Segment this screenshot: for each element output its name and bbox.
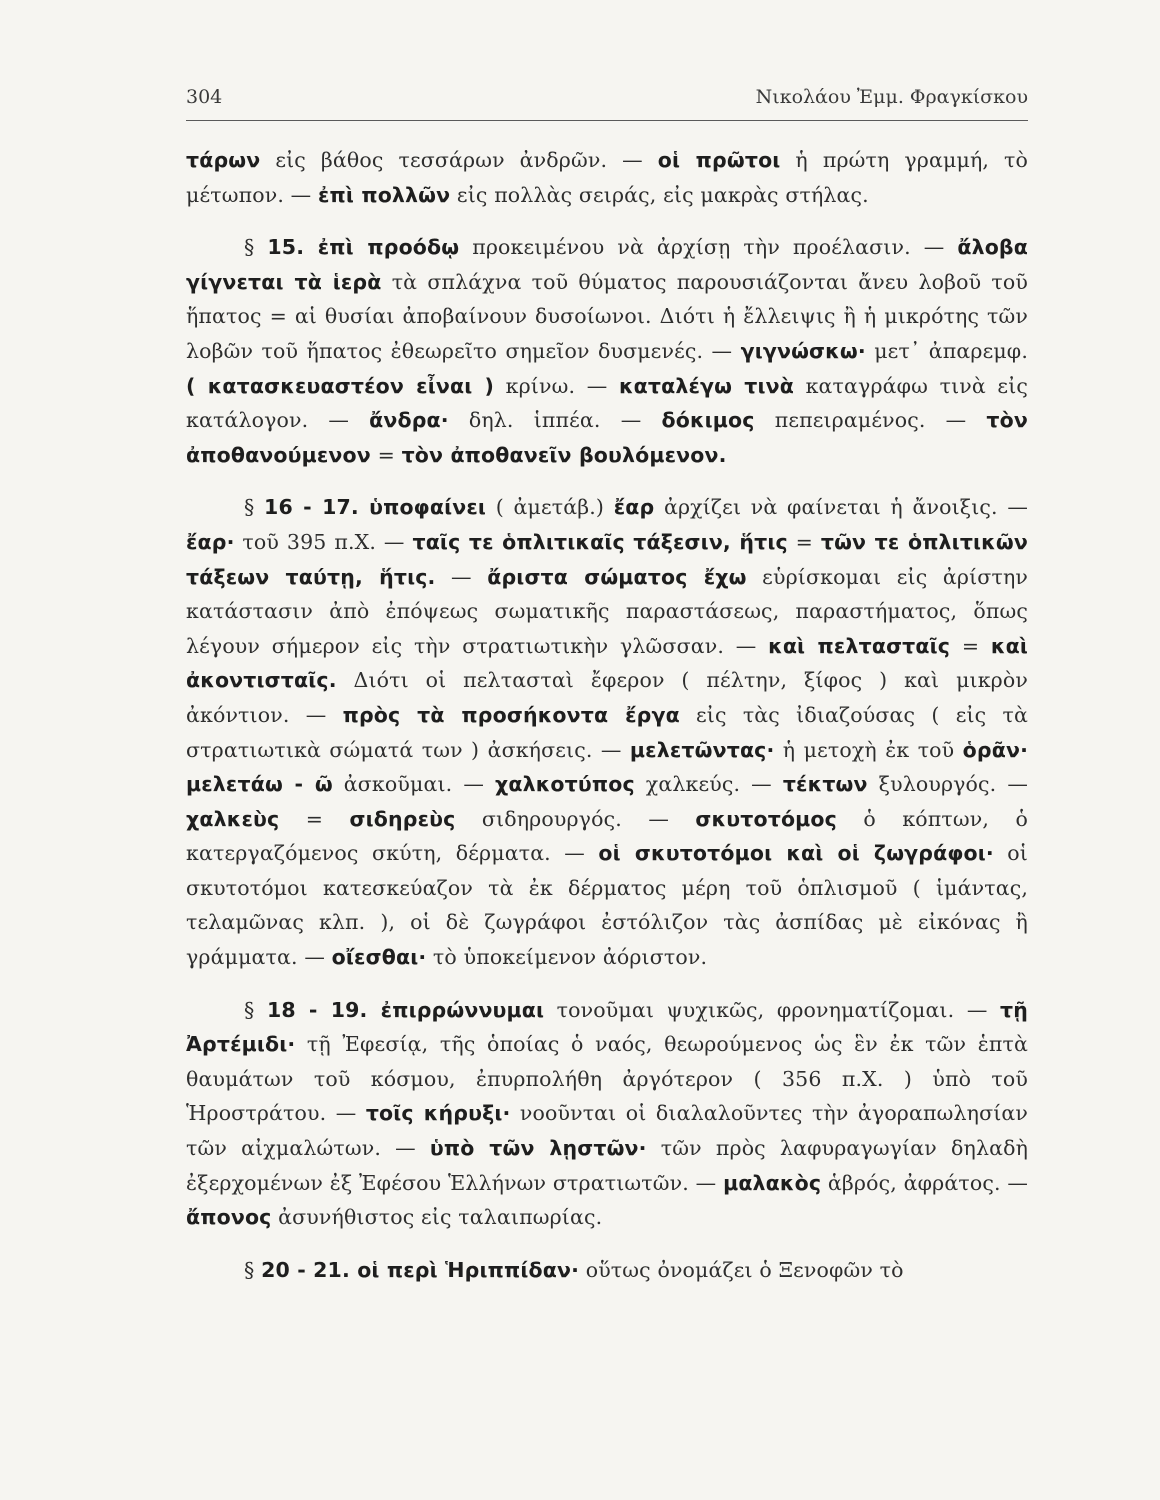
lemma-term: τῇ Ἀρτέμιδι· bbox=[186, 997, 1028, 1057]
running-title: Νικολάου Ἐμμ. Φραγκίσκου bbox=[755, 86, 1028, 108]
lemma-term: ἔαρ bbox=[613, 495, 655, 520]
gloss-text: § bbox=[244, 997, 267, 1022]
gloss-text: τὰ σπλάχνα τοῦ θύματος παρουσιάζονται ἄνευ λοβοῦ τοῦ ἥπατος = αἱ θυσίαι ἀποβαίνουν δυσοίωνοι. Διότι ἡ ἔλλειψις ἢ ἡ μικρότης τῶν λοβῶν τοῦ ἥπατος ἐθεωρεῖτο σημεῖον δυσμενές. — bbox=[186, 269, 1028, 363]
page-header bbox=[186, 86, 1028, 116]
body-text bbox=[186, 143, 1028, 1287]
header-rule bbox=[186, 120, 1028, 121]
gloss-text: ἁβρός, ἀφράτος. — bbox=[821, 1170, 1029, 1195]
lemma-term: δόκιμος bbox=[661, 408, 755, 433]
lemma-term: τοῖς κήρυξι· bbox=[365, 1101, 511, 1126]
gloss-text: Διότι οἱ πελτασταὶ ἔφερον ( πέλτην, ξίφος ) καὶ μικρὸν ἀκόντιον. — bbox=[186, 668, 1028, 727]
gloss-text: σιδηρουργός. — bbox=[455, 806, 696, 831]
lemma-term: ( κατασκευαστέον εἶναι ) bbox=[186, 373, 495, 398]
gloss-text: = bbox=[787, 529, 821, 554]
lemma-term: χαλκοτύπος bbox=[494, 772, 635, 797]
paragraph-4 bbox=[186, 993, 1028, 1235]
gloss-text: § bbox=[244, 1257, 262, 1282]
lemma-term: καὶ ἀκοντισταῖς. bbox=[186, 633, 1028, 693]
gloss-text: τὸ ὑποκείμενον ἀόριστον. bbox=[426, 945, 708, 970]
lemma-term: τάρων bbox=[186, 148, 261, 172]
gloss-text: πεπειραμένος. — bbox=[754, 408, 987, 433]
lemma-term: οἱ πρῶτοι bbox=[657, 148, 781, 172]
paragraph-2 bbox=[186, 230, 1028, 472]
gloss-text: καταγράφω τινὰ εἰς κατάλογον. — bbox=[186, 373, 1029, 433]
lemma-term: πρὸς τὰ προσήκοντα ἔργα bbox=[342, 702, 680, 727]
lemma-term: 15. ἐπὶ προόδῳ bbox=[267, 235, 460, 260]
gloss-text: ἀσυνήθιστος εἰς ταλαιπωρίας. bbox=[271, 1205, 603, 1230]
lemma-term: χαλκεὺς bbox=[186, 806, 280, 831]
lemma-term: τέκτων bbox=[782, 772, 868, 797]
lemma-term: οἴεσθαι· bbox=[331, 945, 427, 970]
paragraph-gap bbox=[186, 212, 1028, 230]
paragraph-1 bbox=[186, 143, 1028, 212]
gloss-text: ἡ πρώτη γραμμή, τὸ μέτωπον. — bbox=[186, 148, 1029, 207]
gloss-text: χαλκεύς. — bbox=[634, 772, 783, 797]
gloss-text: νοοῦνται οἱ διαλαλοῦντες τὴν ἀγοραπωλησίαν τῶν αἰχμαλώτων. — bbox=[186, 1101, 1029, 1161]
lemma-term: ἐπὶ πολλῶν bbox=[317, 182, 451, 207]
lemma-term: μαλακὸς bbox=[723, 1170, 822, 1195]
gloss-text: τῶν πρὸς λαφυραγωγίαν δηλαδὴ ἐξερχομένων ἐξ Ἐφέσου Ἑλλήνων στρατιωτῶν. — bbox=[186, 1136, 1029, 1195]
gloss-text: ἀρχίζει νὰ φαίνεται ἡ ἄνοιξις. — bbox=[654, 495, 1028, 520]
lemma-term: ἄριστα σώματος ἔχω bbox=[487, 564, 747, 589]
gloss-text: προκειμένου νὰ ἀρχίσῃ τὴν προέλασιν. — bbox=[459, 235, 958, 260]
lemma-term: 20 - 21. οἱ περὶ Ἡριππίδαν· bbox=[261, 1257, 580, 1282]
lemma-term: ἄπονος bbox=[186, 1205, 272, 1230]
gloss-text: § bbox=[244, 235, 268, 260]
gloss-text: οἱ σκυτοτόμοι κατεσκεύαζον τὰ ἐκ δέρματος μέρη τοῦ ὁπλισμοῦ ( ἱμάντας, τελαμῶνας κλπ. ), οἱ δὲ ζωγράφοι ἐστόλιζον τὰς ἀσπίδας μὲ εἰκόνας ἢ γράμματα. — bbox=[186, 841, 1028, 970]
gloss-text: ἡ μετοχὴ ἐκ τοῦ bbox=[774, 737, 963, 762]
gloss-text: τῇ Ἐφεσίᾳ, τῆς ὁποίας ὁ ναός, θεωρούμενος ὡς ἓν ἐκ τῶν ἑπτὰ θαυμάτων τοῦ κόσμου, ἐπυρπολήθη ἀργότερον ( 356 π.Χ. ) ὑπὸ τοῦ Ἡροστράτου. — bbox=[186, 1032, 1028, 1126]
lemma-term: καταλέγω τινὰ bbox=[618, 373, 795, 398]
gloss-text: εἰς πολλὰς σειράς, εἰς μακρὰς στήλας. bbox=[450, 182, 869, 207]
lemma-term: ἔαρ· bbox=[186, 529, 235, 554]
lemma-term: τὸν ἀποθανεῖν βουλόμενον. bbox=[401, 442, 727, 467]
paragraph-gap bbox=[186, 975, 1028, 993]
gloss-text: μετ᾽ ἀπαρεμφ. bbox=[865, 338, 1028, 363]
gloss-text: τοῦ 395 π.Χ. — bbox=[234, 529, 413, 554]
gloss-text: τονοῦμαι ψυχικῶς, φρονηματίζομαι. — bbox=[544, 997, 1000, 1022]
gloss-text: εἰς τὰς ἰδιαζούσας ( εἰς τὰ στρατιωτικὰ σώματά των ) ἀσκήσεις. — bbox=[186, 702, 1028, 762]
gloss-text: οὕτως ὀνομάζει ὁ Ξενοφῶν τὸ bbox=[579, 1257, 904, 1282]
paragraph-gap bbox=[186, 1235, 1028, 1253]
page-number: 304 bbox=[186, 86, 223, 108]
gloss-text: ξυλουργός. — bbox=[867, 772, 1028, 797]
lemma-term: ταῖς τε ὁπλιτικαῖς τάξεσιν, ἥτις bbox=[412, 529, 788, 554]
lemma-term: ὑπὸ τῶν λῃστῶν· bbox=[429, 1136, 647, 1161]
gloss-text: εἰς βάθος τεσσάρων ἀνδρῶν. — bbox=[260, 148, 658, 172]
paragraph-3 bbox=[186, 490, 1028, 974]
lemma-term: 18 - 19. ἐπιρρώννυμαι bbox=[266, 997, 545, 1022]
gloss-text: ἀσκοῦμαι. — bbox=[332, 772, 495, 797]
gloss-text: § bbox=[244, 495, 265, 520]
gloss-text: = bbox=[279, 806, 350, 831]
lemma-term: σιδηρεὺς bbox=[349, 806, 456, 831]
paragraph-5 bbox=[186, 1253, 1028, 1288]
lemma-term: τὸν ἀποθανούμενον bbox=[186, 408, 1029, 467]
gloss-text: — bbox=[435, 564, 488, 589]
gloss-text: = bbox=[950, 633, 991, 658]
lemma-term: τῶν τε ὁπλιτικῶν τάξεων ταύτῃ, ἥτις. bbox=[186, 529, 1028, 589]
lemma-term: 16 - 17. ὑποφαίνει bbox=[264, 495, 487, 520]
gloss-text: ὁ κόπτων, ὁ κατεργαζόμενος σκύτη, δέρματα. — bbox=[186, 806, 1028, 866]
lemma-term: καὶ πελτασταῖς bbox=[768, 633, 951, 658]
lemma-term: ὁρᾶν· μελετάω - ῶ bbox=[186, 737, 1029, 797]
gloss-text: εὑρίσκομαι εἰς ἀρίστην κατάστασιν ἀπὸ ἐπόψεως σωματικῆς παραστάσεως, παραστήματος, ὅπως λέγουν σήμερον εἰς τὴν στρατιωτικὴν γλῶσσαν. — bbox=[186, 564, 1028, 658]
lemma-term: ἄλοβα γίγνεται τὰ ἱερὰ bbox=[186, 235, 1028, 294]
lemma-term: μελετῶντας· bbox=[629, 737, 775, 762]
lemma-term: οἱ σκυτοτόμοι καὶ οἱ ζωγράφοι· bbox=[598, 841, 994, 866]
gloss-text: ( ἀμετάβ.) bbox=[486, 495, 614, 520]
paragraph-gap bbox=[186, 472, 1028, 490]
lemma-term: ἄνδρα· bbox=[369, 408, 449, 433]
gloss-text: = bbox=[370, 442, 402, 467]
lemma-term: γιγνώσκω· bbox=[740, 338, 866, 363]
gloss-text: κρίνω. — bbox=[494, 373, 619, 398]
lemma-term: σκυτοτόμος bbox=[695, 806, 837, 831]
gloss-text: δηλ. ἱππέα. — bbox=[448, 408, 662, 433]
